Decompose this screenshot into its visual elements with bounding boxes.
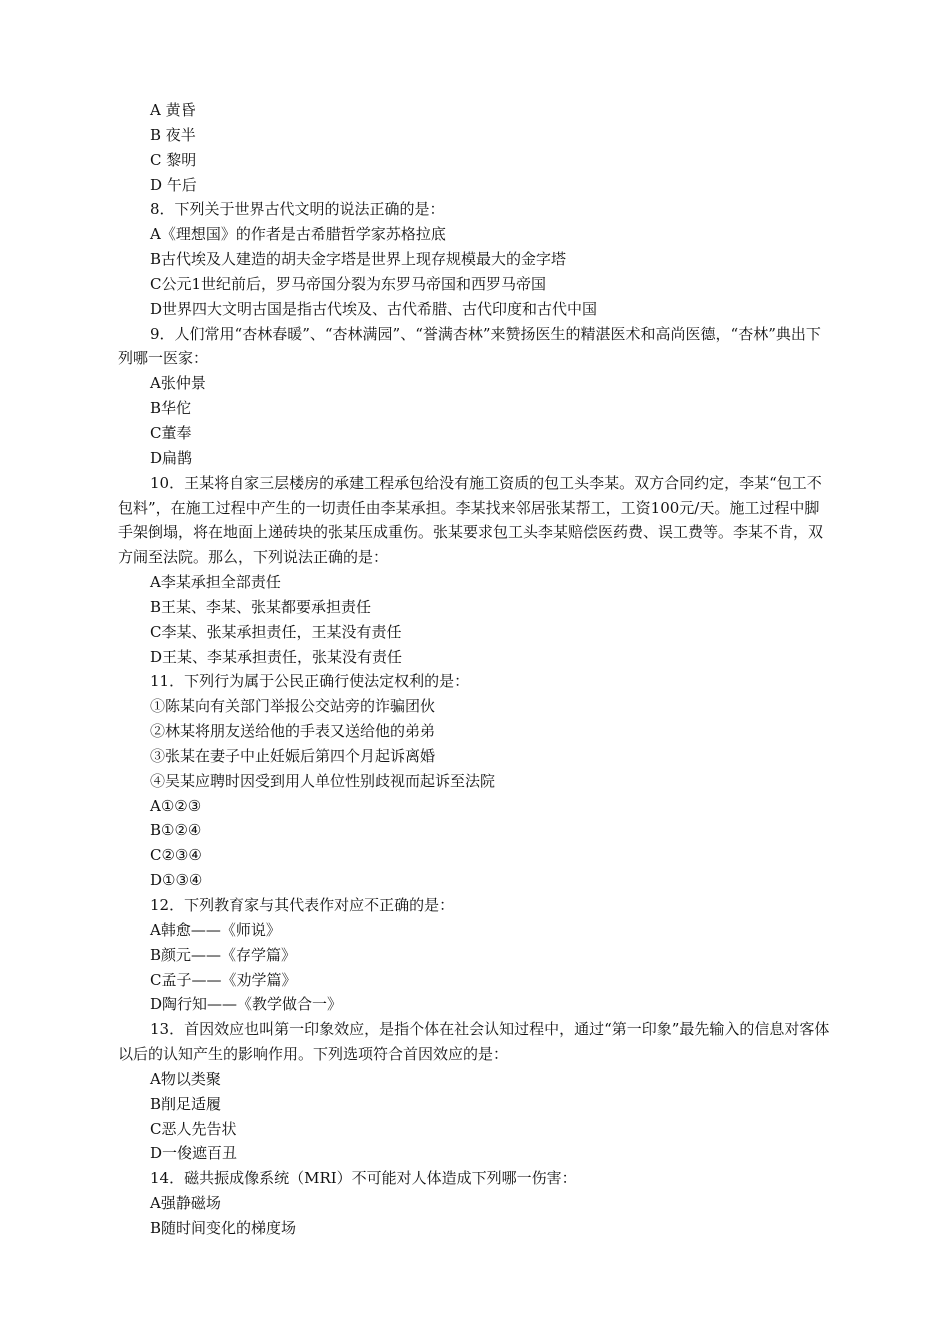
q12-option-b: B颜元——《存学篇》 xyxy=(150,945,297,964)
q11-option-a: A①②③ xyxy=(150,796,202,815)
document-page xyxy=(0,98,950,1241)
q9-option-d: D扁鹊 xyxy=(150,448,193,467)
q13-option-d: D一俊遮百丑 xyxy=(150,1144,238,1163)
q11-item-2: ②林某将朋友送给他的手表又送给他的弟弟 xyxy=(150,722,436,741)
q8-option-d: D世界四大文明古国是指古代埃及、古代希腊、古代印度和古代中国 xyxy=(150,299,598,318)
q8-option-a: A《理想国》的作者是古希腊哲学家苏格拉底 xyxy=(150,225,446,244)
q7-option-c: C 黎明 xyxy=(150,150,197,169)
q10-stem: 10．王某将自家三层楼房的承建工程承包给没有施工资质的包工头李某。双方合同约定，李某“包工不包料”，在施工过程中产生的一切责任由李某承担。李某找来邻居张某帮工，工资100元/天。施工过程中脚手架倒塌，将在地面上递砖块的张某压成重伤。张某要求包工头李某赔偿医药费、误工费等。李某不肯，双方闹至法院。那么，下列说法正确的是： xyxy=(118,473,824,567)
q12-option-c: C孟子——《劝学篇》 xyxy=(150,970,297,989)
q14-option-a: A强静磁场 xyxy=(150,1194,221,1213)
q9-option-b: B华佗 xyxy=(150,399,192,418)
q13-option-b: B削足适履 xyxy=(150,1094,222,1113)
q10-option-d: D王某、李某承担责任，张某没有责任 xyxy=(150,647,403,666)
q11-stem: 11．下列行为属于公民正确行使法定权利的是： xyxy=(150,672,470,691)
q8-option-b: B古代埃及人建造的胡夫金字塔是世界上现存规模最大的金字塔 xyxy=(150,250,567,269)
q7-option-a: A 黄昏 xyxy=(150,101,196,119)
q9-option-a: A张仲景 xyxy=(150,374,206,393)
q10-option-a: A李某承担全部责任 xyxy=(150,573,281,592)
q10-option-c: C李某、张某承担责任，王某没有责任 xyxy=(150,622,402,641)
q14-stem: 14．磁共振成像系统（MRI）不可能对人体造成下列哪一伤害： xyxy=(150,1169,577,1188)
q11-option-c: C②③④ xyxy=(150,846,202,865)
q11-item-1: ①陈某向有关部门举报公交站旁的诈骗团伙 xyxy=(150,697,436,716)
q7-option-b: B 夜半 xyxy=(150,125,196,144)
q12-option-a: A韩愈——《师说》 xyxy=(150,920,281,939)
q13-stem: 13．首因效应也叫第一印象效应，是指个体在社会认知过程中，通过“第一印象”最先输入的信息对客体以后的认知产生的影响作用。下列选项符合首因效应的是： xyxy=(118,1020,830,1064)
q12-option-d: D陶行知——《教学做合一》 xyxy=(150,995,343,1014)
q9-option-c: C董奉 xyxy=(150,423,192,442)
q11-item-4: ④吴某应聘时因受到用人单位性别歧视而起诉至法院 xyxy=(150,771,496,790)
q13-option-c: C恶人先告状 xyxy=(150,1119,237,1138)
q7-option-d: D 午后 xyxy=(150,175,197,194)
q12-stem: 12．下列教育家与其代表作对应不正确的是： xyxy=(150,896,455,914)
q11-item-3: ③张某在妻子中止妊娠后第四个月起诉离婚 xyxy=(150,746,436,765)
q14-option-b: B随时间变化的梯度场 xyxy=(150,1218,297,1237)
q8-option-c: C公元1世纪前后，罗马帝国分裂为东罗马帝国和西罗马帝国 xyxy=(150,274,547,293)
q11-option-d: D①③④ xyxy=(150,871,203,890)
q10-option-b: B王某、李某、张某都要承担责任 xyxy=(150,597,372,616)
q8-stem: 8．下列关于世界古代文明的说法正确的是： xyxy=(150,200,445,219)
q9-stem: 9．人们常用“杏林春暖”、“杏林满园”、“誉满杏林”来赞扬医生的精湛医术和高尚医德，“杏林”典出下列哪一医家： xyxy=(118,324,821,368)
q13-option-a: A物以类聚 xyxy=(150,1069,221,1088)
q11-option-b: B①②④ xyxy=(150,821,202,840)
